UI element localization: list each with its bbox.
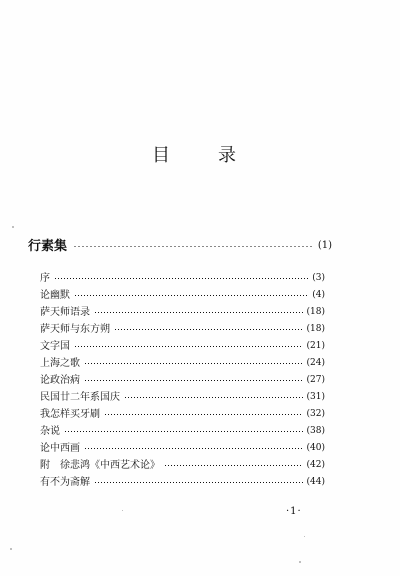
- toc-entry-title: 序: [40, 272, 50, 284]
- section-page-number: (1): [317, 240, 332, 251]
- toc-entry-title: 萨天师语录: [40, 306, 90, 318]
- toc-entry: [40, 372, 325, 389]
- toc-leader-dots: [124, 397, 303, 398]
- toc-leader-dots: [94, 482, 303, 483]
- toc-leader-dots: [84, 380, 303, 381]
- toc-entry-title: 萨天师与东方朔: [40, 323, 110, 335]
- toc-entry-title: 有不为斋解: [40, 476, 90, 488]
- toc-leader-dots: [84, 448, 303, 449]
- toc-entry: [40, 440, 325, 457]
- scan-speck: [304, 536, 305, 537]
- toc-entry: [40, 287, 325, 304]
- title-char-2: 录: [218, 145, 236, 166]
- toc-entry: [40, 457, 325, 474]
- scan-speck: [299, 561, 301, 563]
- toc-entry-page: (3): [312, 273, 325, 283]
- toc-entry-page: (21): [306, 341, 325, 351]
- toc-entry: [40, 321, 325, 338]
- toc-entry-title: 论政治病: [40, 374, 80, 386]
- title-char-1: 目: [152, 145, 170, 166]
- toc-entry-page: (44): [306, 477, 325, 487]
- toc-entry-page: (18): [306, 324, 325, 334]
- toc-entry-title: 我怎样买牙刷: [40, 408, 100, 420]
- section-entry: [28, 238, 332, 254]
- scan-speck: [10, 548, 12, 550]
- toc-entry-page: (31): [306, 392, 325, 402]
- toc-leader-dots: [104, 414, 303, 415]
- toc-entry-page: (32): [306, 409, 325, 419]
- toc-entry-title: 论中西画: [40, 442, 80, 454]
- scan-speck: [122, 510, 123, 511]
- toc-leader-dots: [64, 431, 303, 432]
- toc-leader-dots: [54, 278, 308, 279]
- toc-list: [40, 270, 325, 491]
- toc-entry: [40, 355, 325, 372]
- toc-entry: [40, 423, 325, 440]
- toc-entry: [40, 338, 325, 355]
- toc-entry: [40, 389, 325, 406]
- toc-entry-page: (4): [312, 290, 325, 300]
- toc-entry-page: (27): [306, 375, 325, 385]
- page-number: ·1·: [286, 506, 302, 517]
- section-leader-dots: [73, 246, 312, 247]
- toc-entry-title: 杂说: [40, 425, 60, 437]
- toc-leader-dots: [94, 312, 303, 313]
- toc-leader-dots: [114, 329, 303, 330]
- toc-entry: [40, 270, 325, 287]
- toc-entry-page: (38): [306, 426, 325, 436]
- scan-speck: [12, 226, 14, 228]
- toc-entry: [40, 406, 325, 423]
- toc-entry-page: (24): [306, 358, 325, 368]
- toc-leader-dots: [74, 295, 308, 296]
- toc-entry-title: 附 徐悲鸿《中西艺术论》: [40, 459, 160, 471]
- toc-entry-page: (42): [306, 460, 325, 470]
- toc-leader-dots: [164, 465, 303, 466]
- toc-leader-dots: [74, 346, 303, 347]
- toc-entry-title: 民国廿二年系国庆: [40, 391, 120, 403]
- section-title: 行素集: [28, 238, 68, 254]
- toc-entry-title: 上海之歌: [40, 357, 80, 369]
- toc-entry: [40, 304, 325, 321]
- toc-entry-title: 文字国: [40, 340, 70, 352]
- toc-entry-title: 论幽默: [40, 289, 70, 301]
- toc-entry: [40, 474, 325, 491]
- table-of-contents-title: [152, 144, 236, 168]
- toc-entry-page: (40): [306, 443, 325, 453]
- toc-leader-dots: [84, 363, 303, 364]
- toc-entry-page: (18): [306, 307, 325, 317]
